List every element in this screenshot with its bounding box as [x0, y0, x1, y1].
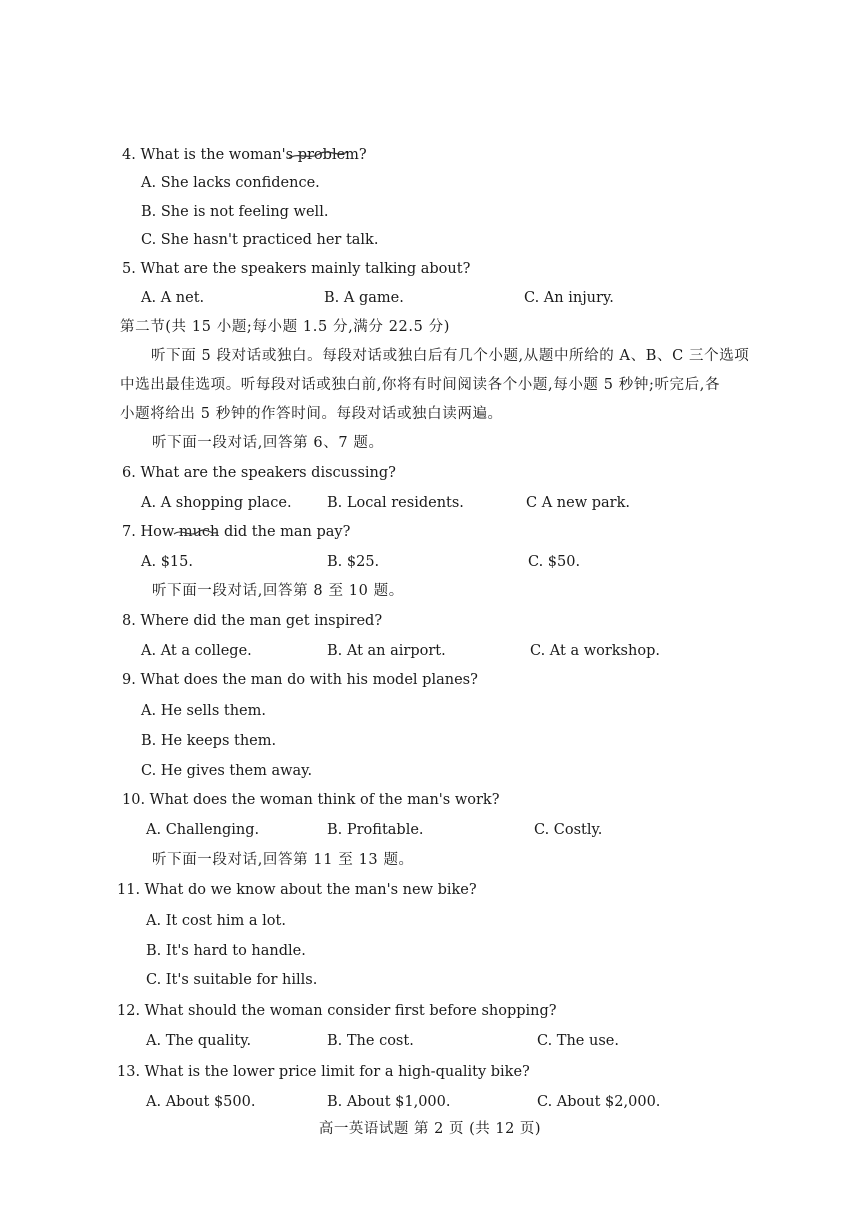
question-12-stem: 12. What should the woman consider first before shopping?: [117, 1003, 557, 1019]
question-13-option-c: C. About $2,000.: [537, 1094, 661, 1110]
question-10-option-a: A. Challenging.: [146, 822, 260, 838]
question-8-option-b: B. At an airport.: [327, 643, 446, 659]
question-13-option-b: B. About $1,000.: [327, 1094, 451, 1110]
lead-in-questions-11-13: 听下面一段对话,回答第 11 至 13 题。: [152, 852, 414, 868]
question-6-stem: 6. What are the speakers discussing?: [122, 465, 396, 481]
question-10-stem: 10. What does the woman think of the man's work?: [122, 792, 500, 808]
page-footer: 高一英语试题 第 2 页 (共 12 页): [318, 1121, 542, 1137]
lead-in-questions-8-10: 听下面一段对话,回答第 8 至 10 题。: [152, 583, 404, 599]
question-12-option-a: A. The quality.: [146, 1033, 252, 1049]
question-11-stem: 11. What do we know about the man's new bike?: [117, 882, 477, 898]
question-12-option-c: C. The use.: [537, 1033, 619, 1049]
question-9-stem: 9. What does the man do with his model planes?: [122, 672, 478, 688]
question-11-option-a: A. It cost him a lot.: [146, 913, 286, 929]
question-7-option-b: B. $25.: [327, 554, 380, 570]
question-9-option-b: B. He keeps them.: [141, 733, 277, 749]
question-13-option-a: A. About $500.: [146, 1094, 256, 1110]
question-6-option-c: C A new park.: [526, 495, 630, 511]
lead-in-questions-6-7: 听下面一段对话,回答第 6、7 题。: [152, 435, 384, 451]
question-7-option-c: C. $50.: [528, 554, 581, 570]
pen-scribble-mark: [287, 146, 349, 162]
question-5-stem: 5. What are the speakers mainly talking about?: [122, 261, 471, 277]
question-12-option-b: B. The cost.: [327, 1033, 414, 1049]
question-5-option-c: C. An injury.: [524, 290, 614, 306]
section-2-instructions-line-1: 听下面 5 段对话或独白。每段对话或独白后有几个小题,从题中所给的 A、B、C 三个选项: [151, 348, 750, 364]
question-6-option-b: B. Local residents.: [327, 495, 464, 511]
question-8-option-a: A. At a college.: [141, 643, 252, 659]
question-7-option-a: A. $15.: [141, 554, 193, 570]
question-9-option-c: C. He gives them away.: [141, 763, 313, 779]
question-10-option-b: B. Profitable.: [327, 822, 424, 838]
section-2-title: 第二节(共 15 小题;每小题 1.5 分,满分 22.5 分): [120, 319, 450, 335]
question-8-option-c: C. At a workshop.: [530, 643, 660, 659]
question-4-option-b: B. She is not feeling well.: [141, 204, 329, 220]
question-5-option-b: B. A game.: [324, 290, 404, 306]
pen-scribble-mark: [172, 524, 220, 540]
question-5-option-a: A. A net.: [141, 290, 205, 306]
question-6-option-a: A. A shopping place.: [141, 495, 292, 511]
question-4-option-a: A. She lacks confidence.: [141, 175, 320, 191]
question-7-stem: 7. How much did the man pay?: [122, 524, 351, 540]
question-13-stem: 13. What is the lower price limit for a high-quality bike?: [117, 1064, 530, 1080]
section-2-instructions-line-2: 中选出最佳选项。听每段对话或独白前,你将有时间阅读各个小题,每小题 5 秒钟;听完后,各: [120, 377, 721, 393]
question-11-option-c: C. It's suitable for hills.: [146, 972, 318, 988]
question-10-option-c: C. Costly.: [534, 822, 603, 838]
question-4-stem: 4. What is the woman's problem?: [122, 147, 367, 163]
section-2-instructions-line-3: 小题将给出 5 秒钟的作答时间。每段对话或独白读两遍。: [120, 406, 503, 422]
question-9-option-a: A. He sells them.: [141, 703, 266, 719]
question-11-option-b: B. It's hard to handle.: [146, 943, 306, 959]
question-4-option-c: C. She hasn't practiced her talk.: [141, 232, 379, 248]
question-8-stem: 8. Where did the man get inspired?: [122, 613, 383, 629]
